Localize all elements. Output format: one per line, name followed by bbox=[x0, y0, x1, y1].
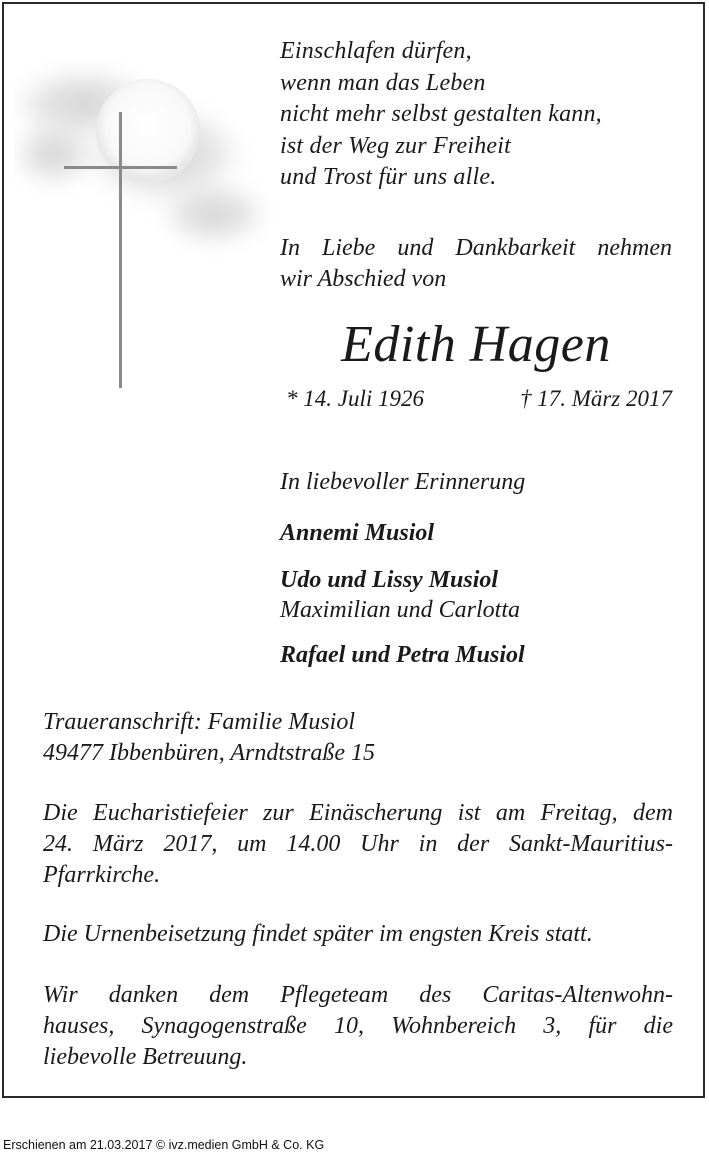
mourning-address bbox=[43, 707, 375, 769]
service-line: Pfarrkirche. bbox=[43, 862, 161, 888]
life-dates bbox=[286, 384, 672, 414]
memory-line: In liebevoller Erinnerung bbox=[280, 469, 526, 495]
poem-line: wenn man das Leben bbox=[280, 69, 486, 96]
mourner-entry bbox=[280, 518, 434, 548]
intro-line: wir Abschied von bbox=[280, 266, 447, 292]
thanks-line: liebevolle Betreuung. bbox=[43, 1044, 248, 1070]
intro-line: In Liebe und Dankbarkeit nehmen bbox=[280, 235, 672, 261]
mourner-name: Annemi Musiol bbox=[280, 520, 435, 546]
publication-footer: Erschienen am 21.03.2017 © ivz.medien GmbH & Co. KG bbox=[3, 1138, 325, 1152]
poem-line: nicht mehr selbst gestalten kann, bbox=[280, 101, 602, 127]
address-line: 49477 Ibbenbüren, Arndtstraße 15 bbox=[43, 740, 375, 766]
service-line: 24. März 2017, um 14.00 Uhr in der Sankt-Mauritius- bbox=[43, 831, 673, 857]
birth-date: * 14. Juli 1926 bbox=[286, 386, 424, 411]
address-line: Traueranschrift: Familie Musiol bbox=[43, 709, 355, 735]
cross-vertical-bar bbox=[119, 112, 122, 388]
thanks-line: Wir danken dem Pflegeteam des Caritas-Altenwohn- bbox=[43, 982, 673, 1008]
death-date: † 17. März 2017 bbox=[519, 386, 672, 411]
notice-frame bbox=[2, 2, 705, 1098]
cross-horizontal-bar bbox=[64, 166, 177, 169]
poem-line: ist der Weg zur Freiheit bbox=[280, 132, 512, 159]
deceased-name: Edith Hagen bbox=[341, 316, 611, 373]
poem-line: Einschlafen dürfen, bbox=[280, 38, 472, 64]
poem-block bbox=[280, 36, 602, 194]
thanks-line: hauses, Synagogenstraße 10, Wohnbereich 3, für die bbox=[43, 1013, 673, 1039]
cross-moon-graphic bbox=[14, 44, 274, 404]
mourner-entry bbox=[280, 640, 525, 670]
intro-text bbox=[280, 233, 672, 295]
poem-line: und Trost für uns alle. bbox=[280, 164, 497, 190]
service-paragraph bbox=[43, 798, 673, 891]
thanks-paragraph bbox=[43, 980, 673, 1073]
mourner-name: Udo und Lissy Musiol bbox=[280, 567, 499, 593]
mourner-children: Maximilian und Carlotta bbox=[280, 597, 520, 623]
mourner-name: Rafael und Petra Musiol bbox=[280, 642, 525, 668]
urn-note: Die Urnenbeisetzung findet später im engsten Kreis statt. bbox=[43, 921, 593, 947]
service-line: Die Eucharistiefeier zur Einäscherung ist am Freitag, dem bbox=[43, 800, 673, 826]
mourner-entry bbox=[280, 565, 520, 625]
